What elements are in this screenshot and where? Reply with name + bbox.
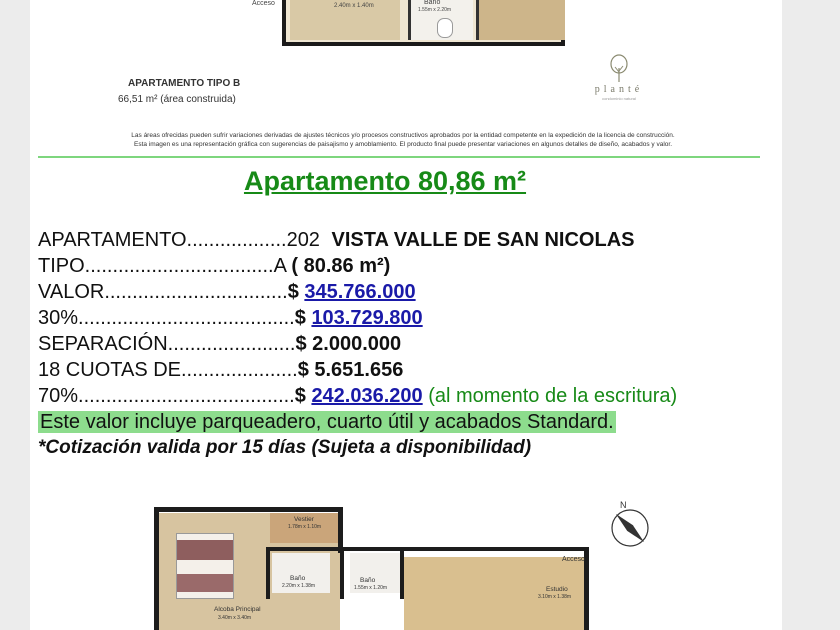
row-includes bbox=[38, 411, 616, 434]
vestier-label: Vestier bbox=[294, 516, 314, 523]
plan-type-heading: APARTAMENTO TIPO B bbox=[128, 78, 241, 89]
wall bbox=[340, 551, 344, 599]
row-30pct bbox=[38, 307, 423, 330]
pct30-label: 30%....................................... bbox=[38, 307, 295, 329]
wall bbox=[154, 507, 159, 630]
plan-room bbox=[476, 0, 565, 40]
separacion-value: $ 2.000.000 bbox=[295, 333, 402, 355]
toilet-icon bbox=[437, 18, 453, 38]
wall bbox=[400, 551, 404, 599]
access-label: Acceso bbox=[562, 556, 585, 563]
bath-size: 2.20m x 1.38m bbox=[282, 583, 316, 589]
estudio-size: 3.10m x 1.38m bbox=[538, 594, 572, 600]
separacion-label: SEPARACIÓN....................... bbox=[38, 333, 296, 355]
floor-plan-bottom bbox=[154, 507, 590, 630]
disclaimer-line: Las áreas ofrecidas pueden sufrir variaciones derivadas de ajustes técnicos y/o procesos constructivos aprobados por la entidad competente en la expedición de la licencia de construcción. bbox=[131, 132, 675, 139]
document-page bbox=[30, 0, 782, 630]
bath-label: Baño bbox=[290, 575, 306, 582]
floor-plan-top bbox=[282, 0, 565, 46]
wall bbox=[154, 507, 342, 512]
wall bbox=[266, 547, 588, 551]
logo-subtitle: condominio natural bbox=[602, 96, 636, 101]
bed-icon bbox=[176, 533, 234, 599]
apartamento-label: APARTAMENTO..................202 bbox=[38, 229, 320, 251]
row-apartamento bbox=[38, 229, 634, 252]
includes-highlight: Este valor incluye parqueadero, cuarto útil y acabados Standard. bbox=[40, 411, 614, 433]
disclaimer-line: Esta imagen es una representación gráfica con sugerencias de paisajismo y amoblamiento. El producto final puede presentar variaciones en algunos detalles de diseño, acabados y valor. bbox=[133, 141, 673, 148]
apartamento-value: VISTA VALLE DE SAN NICOLAS bbox=[331, 229, 635, 251]
row-tipo bbox=[38, 255, 390, 278]
row-70pct bbox=[38, 385, 677, 408]
plan-bath-label: Baño bbox=[424, 0, 441, 6]
compass-letter: N bbox=[620, 500, 627, 510]
plan-access-label: Acceso bbox=[252, 0, 275, 7]
cuotas-label: 18 CUOTAS DE..................... bbox=[38, 359, 298, 381]
cuotas-value: $ 5.651.656 bbox=[297, 359, 404, 381]
tipo-value: ( 80.86 m²) bbox=[291, 255, 391, 277]
plan-type-area: 66,51 m² (área construida) bbox=[118, 94, 236, 105]
pct70-note: (al momento de la escritura) bbox=[428, 385, 678, 407]
alcoba-label: Alcoba Principal bbox=[214, 606, 261, 613]
bath-label: Baño bbox=[360, 577, 376, 584]
compass-icon bbox=[602, 498, 658, 554]
plante-logo bbox=[574, 54, 664, 108]
wall bbox=[266, 547, 270, 599]
page-title: Apartamento 80,86 m² bbox=[243, 166, 527, 196]
row-separacion bbox=[38, 333, 401, 356]
tree-logo-icon bbox=[608, 54, 630, 84]
plan-room-bath bbox=[408, 0, 473, 40]
bath-size: 1.55m x 1.20m bbox=[354, 585, 388, 591]
plan-bath-size: 1.55m x 2.20m bbox=[418, 7, 452, 13]
row-valor bbox=[38, 281, 416, 304]
vestier-size: 1.78m x 1.10m bbox=[288, 524, 322, 530]
pct30-amount-link[interactable]: 103.729.800 bbox=[311, 307, 423, 329]
pct70-amount-link[interactable]: 242.036.200 bbox=[311, 385, 423, 407]
pct30-currency: $ bbox=[294, 307, 306, 329]
valor-currency: $ bbox=[287, 281, 299, 303]
valor-label: VALOR................................. bbox=[38, 281, 288, 303]
pct70-currency: $ bbox=[294, 385, 306, 407]
logo-name: planté bbox=[594, 84, 644, 95]
alcoba-size: 3.40m x 3.40m bbox=[218, 615, 252, 621]
valor-amount-link[interactable]: 345.766.000 bbox=[304, 281, 416, 303]
disclaimer bbox=[58, 131, 748, 149]
estudio-label: Estudio bbox=[546, 586, 568, 593]
tipo-label: TIPO..................................A bbox=[38, 255, 286, 277]
validity-note: *Cotización valida por 15 días (Sujeta a disponibilidad) bbox=[38, 437, 532, 458]
divider bbox=[38, 156, 760, 158]
pct70-label: 70%....................................... bbox=[38, 385, 295, 407]
plan-dimension: 2.40m x 1.40m bbox=[334, 3, 374, 9]
row-cuotas bbox=[38, 359, 403, 382]
